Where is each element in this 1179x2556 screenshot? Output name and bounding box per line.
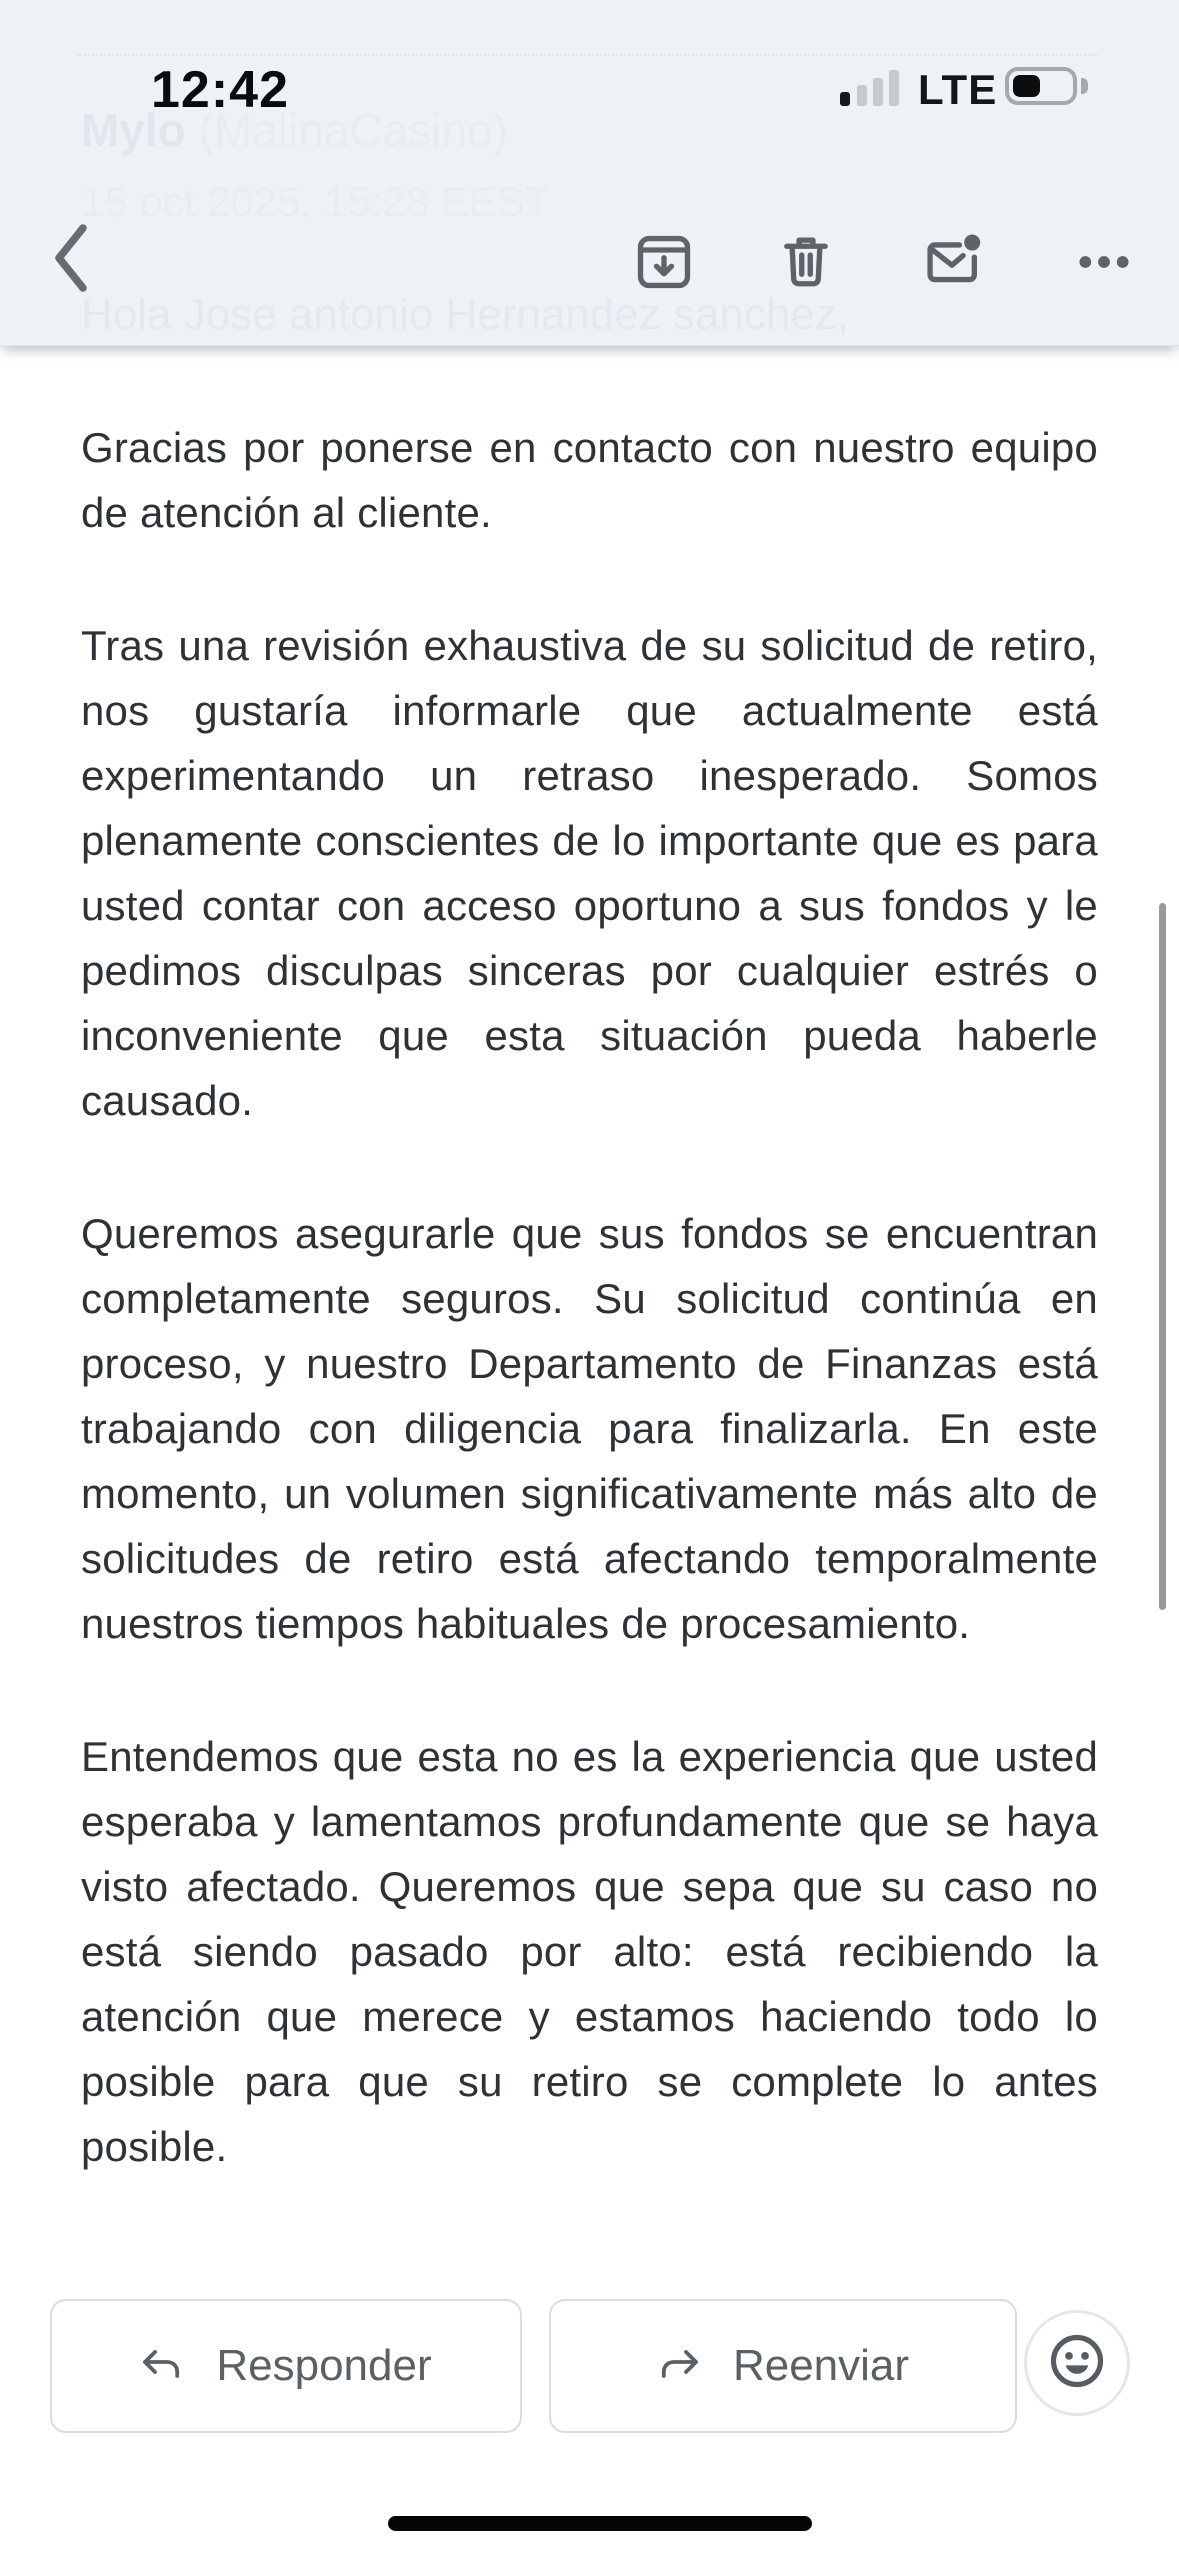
ellipsis-icon	[1072, 230, 1136, 294]
archive-button[interactable]	[632, 230, 696, 294]
email-body-line: Entendemos que esta no es la experiencia que usted	[81, 1733, 1098, 1780]
header-bar	[0, 0, 1179, 346]
email-body-line: solicitudes de retiro está afectando temporalmente	[81, 1535, 1098, 1582]
email-body-line: posible.	[81, 2123, 228, 2170]
smiley-icon	[1046, 2330, 1108, 2397]
email-body-line: plenamente conscientes de lo importante que es para	[81, 817, 1098, 864]
email-body-line: pedimos disculpas sinceras por cualquier estrés o	[81, 947, 1098, 994]
battery-icon	[1005, 67, 1077, 105]
ghost-sender-line	[81, 106, 508, 154]
chevron-left-icon	[44, 222, 92, 294]
email-body-line: completamente seguros. Su solicitud continúa en	[81, 1275, 1098, 1322]
status-time: 12:42	[151, 61, 289, 119]
email-body-line: proceso, y nuestro Departamento de Finanzas está	[81, 1340, 1098, 1387]
battery-nub	[1081, 78, 1088, 94]
emoji-reaction-button[interactable]	[1024, 2310, 1130, 2416]
email-body-line: inconveniente que esta situación pueda haberle	[81, 1012, 1098, 1059]
signal-strength-icon	[840, 69, 900, 106]
signal-bar	[840, 92, 850, 106]
scrollbar-thumb[interactable]	[1159, 903, 1166, 1610]
ghost-date-line: 15 oct 2025, 15:28 EEST	[81, 178, 551, 225]
back-button[interactable]	[44, 222, 92, 294]
sender-name: Mylo	[81, 104, 186, 156]
mark-unread-button[interactable]	[921, 230, 985, 294]
email-paragraph	[81, 1724, 1098, 2179]
email-body-line: visto afectado. Queremos que sepa que su caso no	[81, 1863, 1098, 1910]
reply-arrow-icon	[140, 2341, 184, 2391]
email-body-line: causado.	[81, 1077, 254, 1124]
email-body-line: atención que merece y estamos haciendo todo lo	[81, 1993, 1098, 2040]
email-body-line: trabajando con diligencia para finalizarla. En este	[81, 1405, 1098, 1452]
email-body-line: usted contar con acceso oportuno a sus fondos y le	[81, 882, 1098, 929]
email-paragraph	[81, 415, 1098, 545]
battery-level	[1013, 75, 1040, 97]
email-body-line: nuestros tiempos habituales de procesamiento.	[81, 1600, 971, 1647]
forward-button[interactable]	[549, 2299, 1017, 2433]
email-body-line: está siendo pasado por alto: está recibiendo la	[81, 1928, 1098, 1975]
email-body-line: nos gustaría informarle que actualmente está	[81, 687, 1098, 734]
email-body-line: esperaba y lamentamos profundamente que se haya	[81, 1798, 1098, 1845]
archive-download-icon	[632, 230, 696, 294]
mail-unread-dot-icon	[921, 230, 985, 294]
sender-detail: (MalinaCasino)	[185, 104, 508, 156]
email-body-line: momento, un volumen significativamente más alto de	[81, 1470, 1098, 1517]
email-body-line: Queremos asegurarle que sus fondos se encuentran	[81, 1210, 1098, 1257]
forward-button-label: Reenviar	[732, 2341, 910, 2390]
home-indicator[interactable]	[388, 2516, 812, 2531]
signal-bar	[889, 70, 899, 106]
email-paragraph	[81, 1201, 1098, 1656]
email-body-line: de atención al cliente.	[81, 489, 492, 536]
reply-button-label: Responder	[216, 2341, 432, 2390]
network-type-label: LTE	[918, 66, 998, 113]
more-options-button[interactable]	[1072, 230, 1136, 294]
signal-bar	[857, 85, 867, 106]
email-body-line: Gracias por ponerse en contacto con nuestro equipo	[81, 424, 1098, 471]
email-body-line: posible para que su retiro se complete lo antes	[81, 2058, 1098, 2105]
ghost-divider-line	[77, 54, 1097, 56]
delete-button[interactable]	[774, 230, 838, 294]
forward-arrow-icon	[657, 2341, 701, 2391]
ghost-greeting-line: Hola Jose antonio Hernandez sanchez,	[81, 290, 850, 339]
signal-bar	[873, 78, 883, 106]
email-paragraph	[81, 613, 1098, 1133]
email-body-line: experimentando un retraso inesperado. Somos	[81, 752, 1098, 799]
email-body-line: Tras una revisión exhaustiva de su solicitud de retiro,	[81, 622, 1098, 669]
trash-icon	[774, 230, 838, 294]
reply-button[interactable]	[50, 2299, 522, 2433]
